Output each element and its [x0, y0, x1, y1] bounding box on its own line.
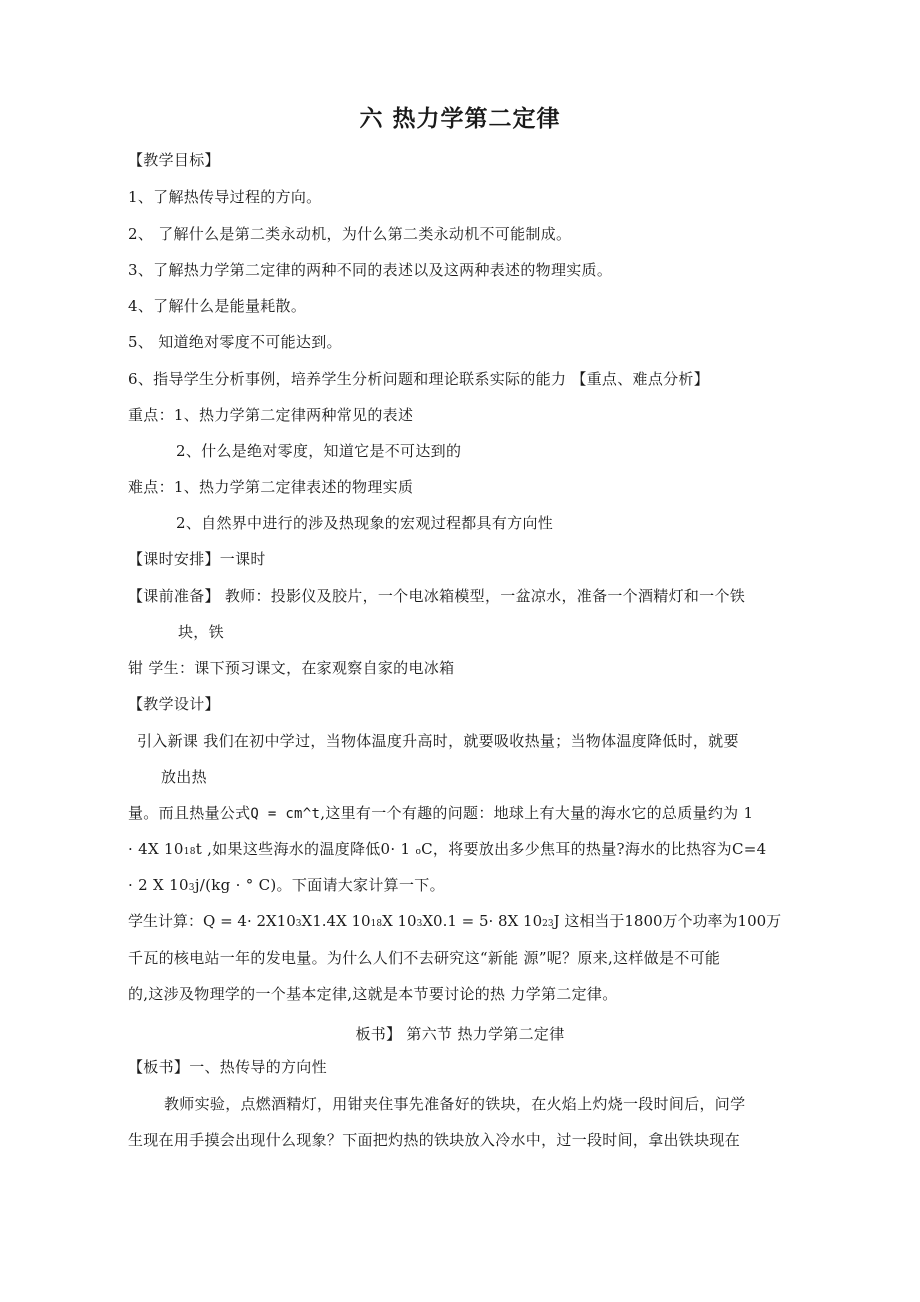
paragraph-line-3: [128, 875, 445, 898]
key-point-1: 重点：1、热力学第二定律两种常见的表述: [128, 406, 414, 424]
text-run: X0.1 = 5· 8X 10: [422, 912, 543, 930]
text-run: 量。而且热量公式: [128, 804, 251, 822]
preparation-line-2: 块，铁: [178, 623, 224, 641]
difficulty-1: 难点：1、热力学第二定律表述的物理实质: [128, 478, 414, 496]
preparation-line-1: 【课前准备】 教师：投影仪及胶片，一个电冰箱模型，一盆凉水，准备一个酒精灯和一个铁: [128, 587, 746, 605]
heat-formula: Q = cm^t: [250, 806, 321, 822]
experiment-line-2: 生现在用手摸会出现什么现象？下面把灼热的铁块放入冷水中，过一段时间，拿出铁块现在: [128, 1131, 741, 1149]
text-run: j/(kg · ° C)。下面请大家计算一下。: [194, 876, 445, 894]
board-heading: 【板书】一、热传导的方向性: [128, 1058, 327, 1076]
text-run: X1.4X 10: [301, 912, 371, 930]
difficulty-2: 2、自然界中进行的涉及热现象的宏观过程都具有方向性: [176, 514, 554, 532]
page-title: 六 热力学第二定律: [359, 105, 561, 132]
board-title: 板书】 第六节 热力学第二定律: [355, 1025, 565, 1043]
text-run: · 2 X 10: [128, 876, 189, 894]
paragraph-line-2: [128, 839, 766, 862]
subscript: 18: [370, 919, 383, 929]
schedule-line: 【课时安排】一课时: [128, 550, 266, 568]
paragraph-line-1: [128, 803, 753, 824]
design-heading: 【教学设计】: [128, 695, 220, 713]
objective-5: 5、 知道绝对零度不可能达到。: [128, 333, 342, 351]
calculation-line-3: 的,这涉及物理学的一个基本定律,这就是本节要讨论的热 力学第二定律。: [128, 985, 618, 1003]
text-run: t ,如果这些海水的温度降低0· 1: [195, 840, 416, 858]
text-run: 学生计算：Q = 4· 2X10: [128, 912, 296, 930]
text-run: X 10: [382, 912, 417, 930]
objectives-heading: 【教学目标】: [128, 151, 220, 169]
subscript: o: [415, 847, 422, 857]
text-run: C，将要放出多少焦耳的热量?海水的比热容为C=4: [421, 840, 767, 858]
text-run: · 4X 10: [128, 840, 184, 858]
subscript: 23: [542, 919, 554, 929]
subscript: 18: [183, 847, 196, 857]
intro-line-1: 引入新课 我们在初中学过，当物体温度升高时，就要吸收热量；当物体温度降低时，就要: [137, 732, 739, 750]
objective-6: 6、指导学生分析事例，培养学生分析问题和理论联系实际的能力 【重点、难点分析】: [128, 370, 710, 388]
key-point-2: 2、什么是绝对零度，知道它是不可达到的: [176, 442, 462, 460]
calculation-line-1: [128, 911, 781, 934]
objective-4: 4、了解什么是能量耗散。: [128, 297, 307, 315]
text-run: ,这里有一个有趣的问题：地球上有大量的海水它的总质量约为 1: [320, 804, 754, 822]
calculation-line-2: 千瓦的核电站一年的发电量。为什么人们不去研究这“新能 源”呢？原来,这样做是不可能: [128, 949, 721, 967]
text-run: J 这相当于1800万个功率为100万: [553, 912, 782, 930]
objective-2: 2、 了解什么是第二类永动机，为什么第二类永动机不可能制成。: [128, 225, 572, 243]
intro-line-2: 放出热: [161, 768, 207, 786]
objective-1: 1、了解热传导过程的方向。: [128, 188, 322, 206]
subscript: 3: [295, 919, 302, 929]
objective-3: 3、了解热力学第二定律的两种不同的表述以及这两种表述的物理实质。: [128, 261, 613, 279]
experiment-line-1: 教师实验，点燃酒精灯，用钳夹住事先准备好的铁块，在火焰上灼烧一段时间后，问学: [164, 1095, 746, 1113]
subscript: 3: [188, 883, 195, 893]
subscript: 3: [416, 919, 423, 929]
preparation-line-3: 钳 学生：课下预习课文，在家观察自家的电冰箱: [128, 659, 455, 677]
